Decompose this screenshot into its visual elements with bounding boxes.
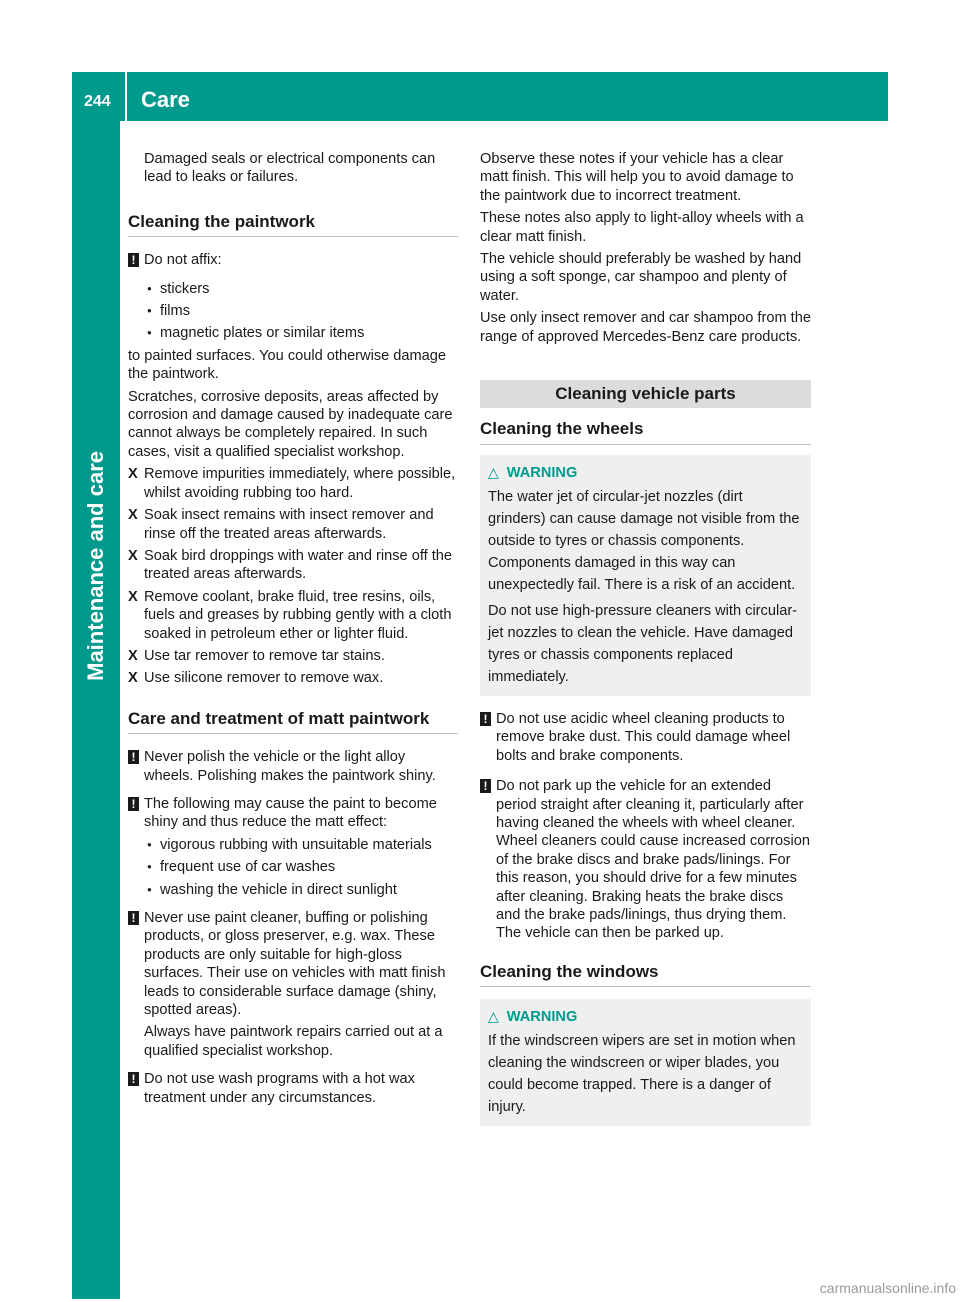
header-title: Care — [141, 87, 190, 112]
warning-text: Do not use high-pressure cleaners with circular-jet nozzles to clean the vehicle. Have damaged tyres or chassis components replaced immediately. — [488, 602, 798, 685]
paragraph: Use only insect remover and car shampoo from the range of approved Mercedes-Benz care products. — [480, 310, 811, 345]
warning-triangle-icon: △ — [488, 463, 499, 480]
step-marker-icon: X — [128, 466, 138, 483]
page-number: 244 — [84, 93, 111, 110]
step-item: X Soak bird droppings with water and rinse off the treated areas afterwards. — [128, 547, 453, 583]
step-marker-icon: X — [128, 507, 138, 524]
note: ! Do not use acidic wheel cleaning products to remove brake dust. This could damage wheel bolts and brake components. — [480, 710, 811, 765]
paragraph: Observe these notes if your vehicle has a clear matt finish. This will help you to avoid damage to the paintwork due to incorrect treatment. — [480, 151, 794, 204]
heading-cleaning-paintwork: Cleaning the paintwork — [128, 213, 458, 237]
page-header — [72, 72, 888, 121]
list-item: ● vigorous rubbing with unsuitable materials — [144, 836, 458, 854]
exclamation-icon: ! — [480, 712, 491, 726]
right-column — [480, 150, 811, 1126]
list-item: ● magnetic plates or similar items — [144, 324, 458, 342]
step-marker-icon: X — [128, 547, 138, 564]
note: ! Do not park up the vehicle for an extended period straight after cleaning it, particularly after having cleaned the wheels with wheel cleaner. Wheel cleaners could cause increased corrosion of the brake discs and brake pads/linings. For this reason, you should drive for a few minutes after cleaning. Braking heats the brake discs and the brake pads/linings, thus drying them. The vehicle can then be parked up. — [480, 777, 811, 943]
exclamation-icon: ! — [128, 253, 139, 267]
warning-text: If the windscreen wipers are set in motion when cleaning the windscreen or wiper blades, you could become trapped. There is a danger of injury. — [488, 1033, 796, 1116]
warning-title: △ WARNING — [488, 463, 578, 481]
note-tail: to painted surfaces. You could otherwise damage the paintwork. — [128, 347, 447, 383]
step-marker-icon: X — [128, 647, 138, 664]
note: ! Never use paint cleaner, buffing or polishing products, or gloss preserver, e.g. wax. These products are only suitable for high-gloss surfaces. Their use on vehicles with matt finish leads to considerable surface damage (shiny, spotted areas). Always have paintwork repairs carried out at a qualified specialist workshop. — [128, 909, 458, 1060]
step-item: X Use silicone remover to remove wax. — [128, 670, 384, 687]
exclamation-icon: ! — [128, 1072, 139, 1086]
note: ! The following may cause the paint to become shiny and thus reduce the matt effect: ● vigorous rubbing with unsuitable materials ● frequent use of car washes ● washing the vehicle in direct sunlight — [128, 795, 458, 899]
exclamation-icon: ! — [128, 797, 139, 811]
step-item: X Remove impurities immediately, where possible, whilst avoiding rubbing too hard. — [128, 466, 456, 501]
step-marker-icon: X — [128, 670, 138, 687]
step-item: X Soak insect remains with insect remover and rinse off the treated areas afterwards. — [128, 507, 434, 542]
warning-box — [480, 455, 811, 696]
sidebar-label: Maintenance and care — [83, 451, 108, 681]
paragraph: These notes also apply to light-alloy wheels with a clear matt finish. — [480, 210, 804, 245]
list-item: ● stickers — [144, 280, 458, 298]
paragraph: The vehicle should preferably be washed by hand using a soft sponge, car shampoo and plenty of water. — [480, 251, 802, 304]
step-marker-icon: X — [128, 588, 138, 605]
exclamation-icon: ! — [480, 779, 491, 793]
step-item: X Remove coolant, brake fluid, tree resins, oils, fuels and greases by rubbing gently with a cloth soaked in petroleum ether or lighter fluid. — [128, 588, 452, 642]
note: ! Do not use wash programs with a hot wax treatment under any circumstances. — [128, 1070, 458, 1107]
warning-text: The water jet of circular-jet nozzles (dirt grinders) can cause damage not visible from the outside to tyres or chassis components. Components damaged in this way can unexpectedly fail. There is a risk of an accident. — [488, 488, 800, 593]
warning-box — [480, 999, 811, 1126]
footer-block — [72, 1251, 120, 1299]
heading-matt-paintwork: Care and treatment of matt paintwork — [128, 710, 458, 734]
step-item: X Use tar remover to remove tar stains. — [128, 647, 385, 664]
exclamation-icon: ! — [128, 750, 139, 764]
note-do-not-affix — [128, 251, 458, 343]
note-text: Do not affix: — [144, 252, 222, 269]
list-item: ● films — [144, 302, 458, 320]
exclamation-icon: ! — [128, 911, 139, 925]
list-item: ● washing the vehicle in direct sunlight — [144, 881, 458, 899]
heading-cleaning-wheels: Cleaning the wheels — [480, 420, 811, 444]
section-band: Cleaning vehicle parts — [480, 380, 811, 408]
header-divider — [125, 72, 127, 121]
left-column — [128, 150, 458, 1111]
footer-watermark: carmanualsonline.info — [819, 1280, 956, 1296]
intro-text: Damaged seals or electrical components can lead to leaks or failures. — [144, 151, 436, 186]
warning-title: △ WARNING — [488, 1008, 578, 1026]
warning-triangle-icon: △ — [488, 1008, 499, 1025]
note: ! Never polish the vehicle or the light alloy wheels. Polishing makes the paintwork shiny. — [128, 748, 458, 785]
list-item: ● frequent use of car washes — [144, 858, 458, 876]
sidebar-tab — [72, 121, 120, 1251]
heading-cleaning-windows: Cleaning the windows — [480, 963, 811, 987]
paragraph: Scratches, corrosive deposits, areas affected by corrosion and damage caused by inadequate care cannot always be completely repaired. In such cases, visit a qualified specialist workshop. — [128, 388, 453, 460]
